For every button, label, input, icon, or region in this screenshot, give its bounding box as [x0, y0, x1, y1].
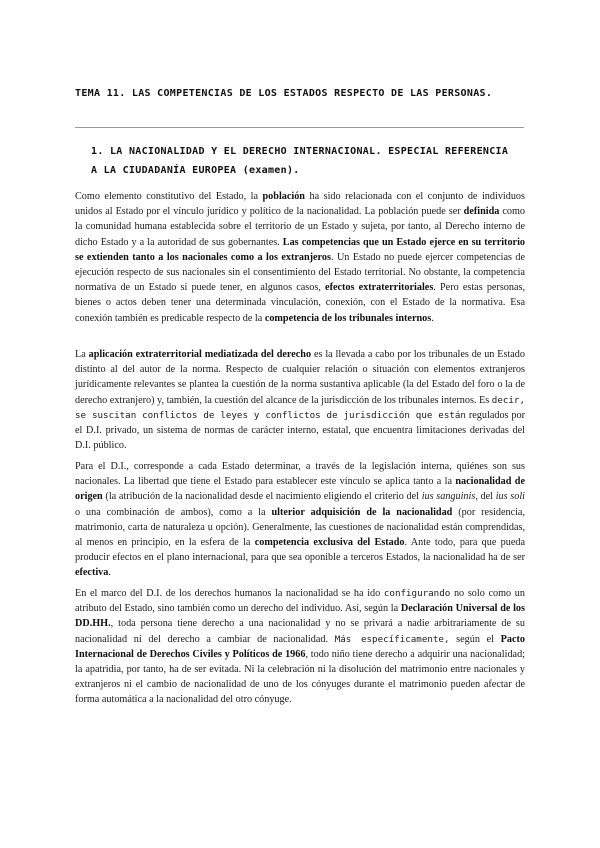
paragraph-aplicacion-extraterritorial [75, 347, 525, 453]
text-run: , toda persona tiene derecho a una nacionalidad y no se privará a nadie arbitrariamente de su nacionalidad ni del derecho a cambiar de nacionalidad. [75, 618, 525, 645]
text-run: . Pero estas personas, bienes o actos deben tener una determinada vinculación, conexión, con el Estado de la normativa. Esa conexión también es predicable respecto de la [75, 282, 526, 324]
section-heading-note: (examen) [242, 164, 294, 176]
paragraph-nacionalidad-di [75, 459, 525, 581]
text-run: no solo como un atributo del Estado, sino también como un derecho del individuo. Así, según la [75, 588, 525, 615]
text-run: En el marco del D.I. de los derechos humanos la nacionalidad se ha ido [75, 588, 384, 599]
bold-term: Las competencias que un Estado ejerce en su territorio se extienden tanto a los nacionales como a los extranjeros [75, 236, 525, 263]
emphasis-text: configurando [383, 588, 451, 599]
text-run: , todo niño tiene derecho a adquirir una nacionalidad; la apatridia, por tanto, ha de ser evitada. Ni la celebración ni la disolución del matrimonio entre nacionales y extranjeros ni el cambio de nacionalidad de uno de los cónyuges durante el matrimonio pueden afectar de forma automática a la nacionalidad del otro cónyuge. [75, 648, 525, 706]
emphasis-text: Más específicamente, [334, 633, 450, 645]
section-heading-end: . [293, 164, 300, 176]
italic-term: ius sanguinis [421, 491, 476, 503]
bold-term: ulterior adquisición de la nacionalidad [271, 506, 453, 518]
bold-term: Declaración Universal de los DD.HH. [75, 603, 525, 630]
bold-term: nacionalidad de origen [75, 476, 525, 503]
text-run: Como elemento constitutivo del Estado, la [75, 191, 263, 202]
bold-term: definida [463, 206, 500, 218]
bold-term: competencia exclusiva del Estado [254, 537, 405, 549]
bold-term: efectos extraterritoriales [325, 282, 434, 294]
emphasis-text: decir, se suscitan conflictos de leyes y conflictos de jurisdicción que están [75, 394, 525, 421]
paragraph-derechos-humanos [75, 586, 525, 708]
text-run: , del [475, 491, 496, 503]
section-heading [91, 143, 511, 180]
text-run: ha sido relacionada con el conjunto de individuos unidos al Estado por el vínculo jurídico y político de la nacionalidad. La población puede ser [75, 191, 525, 218]
bold-term: aplicación extraterritorial mediatizada del derecho [88, 349, 312, 360]
bold-term: Pacto Internacional de Derechos Civiles y Políticos de 1966 [75, 633, 525, 660]
bold-term: efectiva [75, 567, 109, 579]
text-run: . [431, 312, 434, 324]
text-run: La [75, 349, 89, 360]
text-run: (la atribución de la nacionalidad desde el nacimiento eligiendo el criterio del [102, 491, 422, 503]
text-run: como la comunidad humana establecida sobre el territorio de un Estado y sujeta, por tanto, al Derecho interno de dicho Estado y a la autoridad de sus gobernantes. [75, 206, 525, 248]
title-divider [75, 127, 524, 128]
text-run: . Ante todo, para que pueda producir efectos en el plano internacional, para que sea oponible a terceros Estados, la nacionalidad ha de ser [75, 537, 525, 564]
text-run: o una combinación de ambos), como a la [75, 506, 272, 518]
bold-term: competencia de los tribunales internos [264, 312, 432, 324]
text-run: es la llevada a cabo por los tribunales de un Estado distinto al del autor de la norma. Respecto de cualquier relación o situación con elementos extranjeros jurídicamente relevantes se plantea la cuestión de la norma sustantiva aplicable (la del Estado del foro o la de derecho extranjero) y, también, la cuestión del alcance de la jurisdicción de los tribunales internos. Es [75, 349, 525, 406]
text-run: según el [449, 633, 501, 645]
section-number: 1. [91, 146, 104, 157]
paragraph-poblacion [75, 189, 525, 326]
text-run: Para el D.I., corresponde a cada Estado determinar, a través de la legislación interna, quiénes son sus nacionales. La libertad que tiene el Estado para establecer este vínculo se aplica tanto a la [75, 461, 525, 488]
text-run: . [108, 567, 111, 579]
text-run: . Un Estado no puede ejercer competencias de ejecución respecto de sus nacionales sin el consentimiento del Estado territorial. No obstante, la competencia normativa de un Estado sí puede tener, en algunos casos, [75, 251, 526, 294]
document-title: TEMA 11. LAS COMPETENCIAS DE LOS ESTADOS RESPECTO DE LAS PERSONAS. [75, 88, 493, 99]
bold-term: población [262, 191, 305, 202]
section-heading-text: LA NACIONALIDAD Y EL DERECHO INTERNACIONAL. ESPECIAL REFERENCIA A LA CIUDADANÍA EUROPEA [91, 146, 509, 176]
italic-term: ius soli [495, 491, 525, 503]
text-run: regulados por el D.I. privado, un sistema de normas de carácter interno, estatal, que encuentra limitaciones derivadas del D.I. público. [75, 409, 526, 452]
text-run: (por residencia, matrimonio, carta de naturaleza u opción). Generalmente, las cuestiones de nacionalidad están comprendidas, al menos en principio, en la esfera de la [75, 506, 525, 549]
